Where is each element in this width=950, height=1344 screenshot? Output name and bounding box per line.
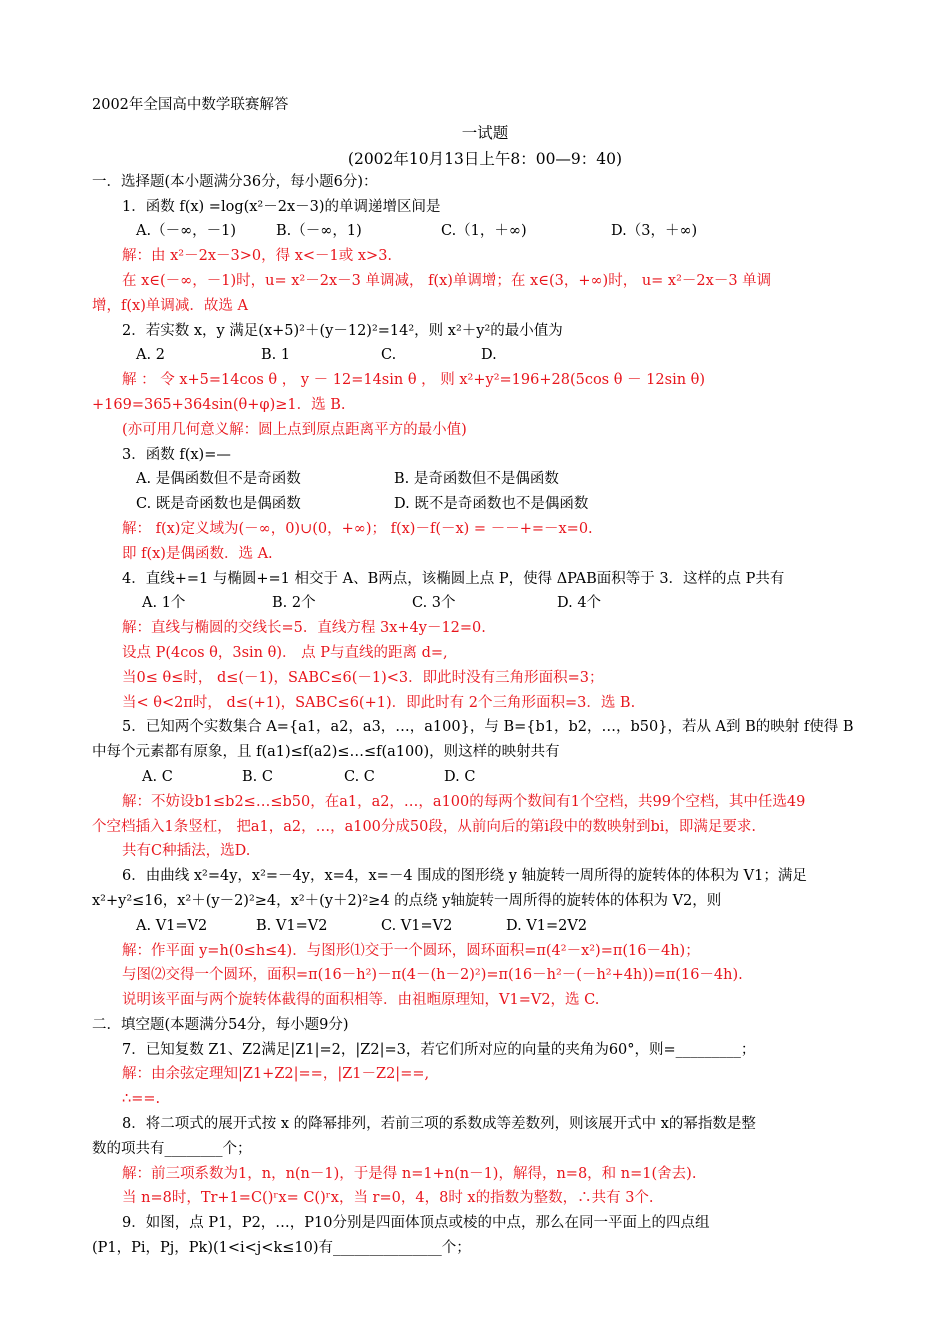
question-4-stem: 4．直线+=1 与椭圆+=1 相交于 A、B两点，该椭圆上点 P，使得 ΔPAB面积等于 3．这样的点 P共有 <box>122 570 785 587</box>
question-6-options <box>92 914 878 939</box>
question-5-options <box>92 765 878 790</box>
solution-5-line-2: 个空档插入1条竖杠， 把a1，a2，…，a100分成50段，从前向后的第i段中的数映射到bi，即满足要求. <box>92 818 757 835</box>
solution-1-line-1: 解：由 x²－2x－3>0，得 x<－1或 x>3. <box>122 248 393 265</box>
solution-4-line-4: 当< θ<2π时， d≤(+1)，SABC≤6(+1)．即此时有 2个三角形面积=3．选 B. <box>122 694 636 711</box>
exam-title: 一试题 <box>461 123 509 142</box>
option-d: D.（3，＋∞) <box>611 223 698 240</box>
exam-time: (2002年10月13日上午8：00—9：40) <box>347 149 623 168</box>
question-5-stem-2: 中每个元素都有原象，且 f(a1)≤f(a2)≤…≤f(a100)，则这样的映射共有 <box>92 744 560 761</box>
solution-8-line-1: 解：前三项系数为1，n，n(n－1)，于是得 n=1+n(n－1)，解得，n=8，和 n=1(舍去). <box>122 1165 697 1182</box>
solution-3-line-2: 即 f(x)是偶函数．选 A. <box>122 545 273 562</box>
question-7-stem: 7．已知复数 Z1、Z2满足|Z1|=2，|Z2|=3，若它们所对应的向量的夹角为60°，则=_________； <box>122 1041 756 1058</box>
question-8-stem-1: 8．将二项式的展开式按 x 的降幂排列，若前三项的系数成等差数列，则该展开式中 x的幂指数是整 <box>122 1116 756 1133</box>
solution-2-line-1: 解 ： 令 x+5=14cos θ ， y － 12=14sin θ ， 则 x²+y²=196+28(5cos θ － 12sin θ) <box>122 372 706 389</box>
option-c: C. 3个 <box>412 595 456 612</box>
option-a: A. V1=V2 <box>136 917 208 934</box>
option-c: C.（1，＋∞) <box>441 223 527 240</box>
option-b: B. 是奇函数但不是偶函数 <box>394 471 559 488</box>
question-2-stem: 2．若实数 x，y 满足(x+5)²＋(y－12)²=14²，则 x²＋y²的最小值为 <box>122 322 563 339</box>
option-a: A. 是偶函数但不是奇函数 <box>136 471 301 488</box>
section-heading-fill-in: 二．填空题(本题满分54分，每小题9分) <box>92 1016 349 1033</box>
option-d: D. 既不是奇函数也不是偶函数 <box>394 496 589 513</box>
question-9-stem-1: 9．如图，点 P1，P2，…，P10分别是四面体顶点或棱的中点，那么在同一平面上的四点组 <box>122 1215 710 1232</box>
option-c: C. C <box>344 768 375 785</box>
solution-4-line-3: 当0≤ θ≤时， d≤(－1)，SABC≤6(－1)<3．即此时没有三角形面积=3； <box>122 669 604 686</box>
question-6-stem-2: x²+y²≤16，x²＋(y－2)²≥4，x²＋(y＋2)²≥4 的点绕 y轴旋转一周所得的旋转体的体积为 V2，则 <box>92 892 722 909</box>
question-1-stem: 1．函数 f(x) =log(x²－2x－3)的单调递增区间是 <box>122 198 441 215</box>
option-b: B. C <box>242 768 273 785</box>
question-5-stem-1: 5．已知两个实数集合 A={a1，a2，a3，…，a100}，与 B={b1，b2，…，b50}，若从 A到 B的映射 f使得 B <box>122 719 854 736</box>
option-d: D. V1=2V2 <box>506 917 588 934</box>
solution-4-line-2: 设点 P(4cos θ，3sin θ)． 点 P与直线的距离 d=, <box>122 644 448 661</box>
solution-6-line-3: 说明该平面与两个旋转体截得的面积相等．由祖暅原理知，V1=V2，选 C. <box>122 992 600 1009</box>
section-heading-choice: 一．选择题(本小题满分36分，每小题6分)： <box>92 173 378 190</box>
solution-6-line-2: 与图⑵交得一个圆环，面积=π(16－h²)－π(4－(h－2)²)=π(16－h²－(－h²+4h))=π(16－4h). <box>122 967 743 984</box>
option-c: C. <box>381 347 397 364</box>
option-c: C. V1=V2 <box>381 917 453 934</box>
solution-7-line-2: ∴==. <box>122 1091 161 1108</box>
option-b: B.（－∞，1) <box>276 223 362 240</box>
solution-8-line-2: 当 n=8时，Tr+1=C()ʳx= C()ʳx，当 r=0，4，8时 x的指数为整数，∴共有 3个. <box>122 1190 654 1207</box>
solution-4-line-1: 解：直线与椭圆的交线长=5．直线方程 3x+4y－12=0. <box>122 620 486 637</box>
solution-7-line-1: 解：由余弦定理知|Z1+Z2|==，|Z1－Z2|==, <box>122 1066 430 1083</box>
solution-2-line-2: +169=365+364sin(θ+φ)≥1．选 B. <box>92 396 346 413</box>
option-c: C. 既是奇函数也是偶函数 <box>136 496 301 513</box>
solution-5-line-3: 共有C种插法，选D. <box>122 843 251 860</box>
solution-3-line-1: 解： f(x)定义域为(－∞，0)∪(0，+∞)； f(x)－f(－x) = －－+=－x=0. <box>122 520 593 537</box>
document-header: 2002年全国高中数学联赛解答 <box>92 97 289 113</box>
question-8-stem-2: 数的项共有________个； <box>92 1140 252 1157</box>
option-a: A.（－∞，－1) <box>136 223 237 240</box>
question-3-options-row-2 <box>92 492 878 517</box>
question-1-options <box>92 219 878 244</box>
solution-1-line-2: 在 x∈(－∞，－1)时，u= x²－2x－3 单调减， f(x)单调增；在 x∈(3，+∞)时， u= x²－2x－3 单调 <box>122 272 772 289</box>
option-b: B. V1=V2 <box>256 917 328 934</box>
solution-1-line-3: 增，f(x)单调减．故选 A <box>92 297 248 314</box>
solution-2-line-3: (亦可用几何意义解：圆上点到原点距离平方的最小值) <box>122 421 467 438</box>
option-d: D. <box>481 347 497 364</box>
option-a: A. 2 <box>136 347 165 364</box>
question-3-stem: 3．函数 f(x)=— <box>122 446 231 463</box>
option-b: B. 1 <box>261 347 291 364</box>
option-d: D. 4个 <box>557 595 602 612</box>
question-3-options-row-1 <box>92 467 878 492</box>
option-d: D. C <box>444 768 476 785</box>
solution-6-line-1: 解：作平面 y=h(0≤h≤4)．与图形⑴交于一个圆环，圆环面积=π(4²－x²)=π(16－4h)； <box>122 942 700 959</box>
option-a: A. 1个 <box>142 595 186 612</box>
question-9-stem-2: (P1，Pi，Pj，Pk)(1<i<j<k≤10)有_______________个； <box>92 1240 471 1257</box>
solution-5-line-1: 解：不妨设b1≤b2≤…≤b50，在a1，a2，…，a100的每两个数间有1个空档，共99个空档，其中任选49 <box>122 793 806 810</box>
question-2-options <box>92 343 878 368</box>
question-6-stem-1: 6．由曲线 x²=4y，x²=－4y，x=4，x=－4 围成的图形绕 y 轴旋转一周所得的旋转体的体积为 V1；满足 <box>122 868 807 885</box>
option-a: A. C <box>142 768 173 785</box>
question-4-options <box>92 591 878 616</box>
option-b: B. 2个 <box>272 595 316 612</box>
